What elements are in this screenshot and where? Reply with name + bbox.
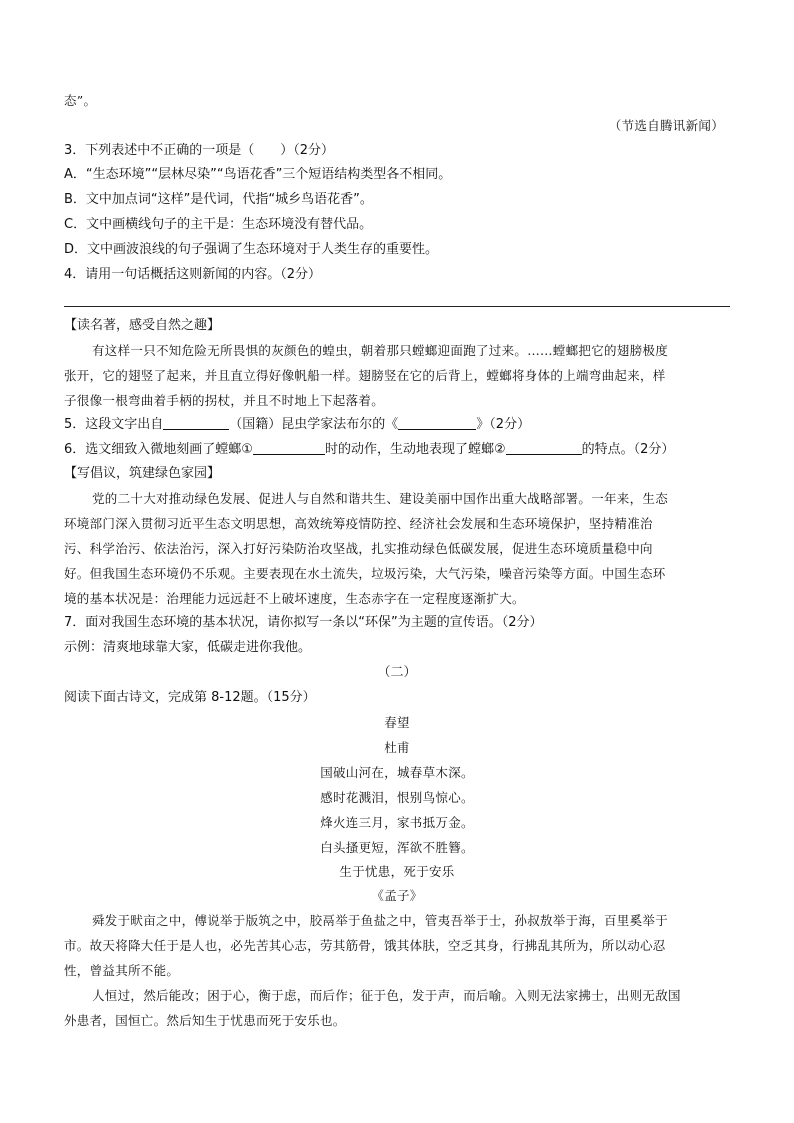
poem-author: 杜甫 (384, 740, 410, 755)
write-passage-line: 境的基本状况是：治理能力远远赶不上破坏速度，生态赤字在一定程度逐渐扩大。 (64, 591, 525, 606)
question-6 (64, 440, 674, 460)
question-3-option-d: D．文中画波浪线的句子强调了生态环境对于人类生存的重要性。 (64, 242, 439, 257)
poem-line: 烽火连三月，家书抵万金。 (320, 815, 474, 830)
continued-text-fragment: 态”。 (64, 93, 97, 108)
poem-line: 白头搔更短，浑欲不胜簪。 (320, 840, 474, 855)
news-source-note: （节选自腾讯新闻） (608, 118, 724, 133)
question-7-stem: 7．面对我国生态环境的基本状况，请你拟写一条以“环保”为主题的宣传语。（2分） (64, 615, 543, 630)
answer-blank-trait[interactable] (506, 440, 582, 455)
write-passage-line: 环境部门深入贯彻习近平生态文明思想，高效统筹疫情防控、经济社会发展和生态环境保护，坚持精准治 (64, 516, 653, 531)
question-6-text: 的特点。（2分） (581, 442, 675, 457)
essay-source: 《孟子》 (371, 888, 423, 903)
essay-line: 人恒过，然后能改；困于心，衡于虑，而后作；征于色，发于声，而后喻。入则无法家拂士，出则无敌国 (92, 988, 681, 1003)
read-passage-line: 有这样一只不知危险无所畏惧的灰颜色的蝗虫，朝着那只螳螂迎面跑了过来。……螳螂把它的翅膀极度 (92, 343, 669, 358)
question-6-text: 时的动作，生动地表现了螳螂② (324, 442, 506, 457)
write-passage-line: 污、科学治污、依法治污，深入打好污染防治攻坚战，扎实推动绿色低碳发展，促进生态环境质量稳中向 (64, 541, 653, 556)
read-passage-line: 子很像一根弯曲着手柄的拐杖，并且不时地上下起落着。 (64, 393, 385, 408)
section-write-heading: 【写倡议，筑建绿色家园】 (64, 466, 221, 481)
question-4-stem: 4．请用一句话概括这则新闻的内容。（2分） (64, 267, 322, 282)
poem-title: 春望 (384, 715, 410, 730)
question-6-text: 6．选文细致入微地刻画了螳螂① (64, 442, 253, 457)
poem-line: 国破山河在，城春草木深。 (320, 765, 474, 780)
essay-line: 外患者，国恒亡。然后知生于忧患而死于安乐也。 (64, 1013, 346, 1028)
section-divider (64, 306, 730, 307)
question-3-option-c: C．文中画横线句子的主干是：生态环境没有替代品。 (64, 217, 373, 232)
section-read-heading: 【读名著，感受自然之趣】 (64, 318, 221, 333)
read-passage-line: 张开，它的翅竖了起来，并且直立得好像帆船一样。翅膀竖在它的后背上，螳螂将身体的上端弯曲起来，样 (64, 368, 666, 383)
write-passage-line: 好。但我国生态环境仍不乐观。主要表现在水土流失，垃圾污染，大气污染，噪音污染等方面。中国生态环 (64, 566, 666, 581)
write-passage-line: 党的二十大对推动绿色发展、促进人与自然和谐共生、建设美丽中国作出重大战略部署。一年来，生态 (92, 491, 669, 506)
poem-line: 感时花溅泪，恨别鸟惊心。 (320, 790, 474, 805)
question-5-text: 5．这段文字出自 (64, 417, 164, 432)
question-3-option-a: A．“生态环境”“层林尽染”“鸟语花香”三个短语结构类型各不相同。 (64, 167, 452, 182)
question-5 (64, 415, 530, 435)
answer-blank-book-title[interactable] (398, 415, 476, 430)
answer-blank-nationality[interactable] (163, 415, 229, 430)
question-3-option-b: B．文中加点词“这样”是代词，代指“城乡鸟语花香”。 (64, 192, 373, 207)
question-7-example: 示例：清爽地球靠大家，低碳走进你我他。 (64, 640, 312, 655)
question-5-text: 》（2分） (476, 417, 531, 432)
question-3-stem: 3．下列表述中不正确的一项是（ ）（2分） (64, 143, 335, 158)
question-5-text: （国籍）昆虫学家法布尔的《 (229, 417, 399, 432)
part-two-instruction: 阅读下面古诗文，完成第 8-12题。（15分） (64, 690, 316, 705)
answer-blank-action[interactable] (253, 440, 325, 455)
essay-line: 性，曾益其所不能。 (64, 963, 180, 978)
essay-line: 舜发于畎亩之中，傅说举于版筑之中，胶鬲举于鱼盐之中，管夷吾举于士，孙叔敖举于海，百里奚举于 (92, 913, 669, 928)
part-two-title: （二） (377, 665, 417, 680)
essay-line: 市。故天将降大任于是人也，必先苦其心志，劳其筋骨，饿其体肤，空乏其身，行拂乱其所为，所以动心忍 (64, 938, 666, 953)
essay-title: 生于忧患，死于安乐 (339, 864, 455, 879)
